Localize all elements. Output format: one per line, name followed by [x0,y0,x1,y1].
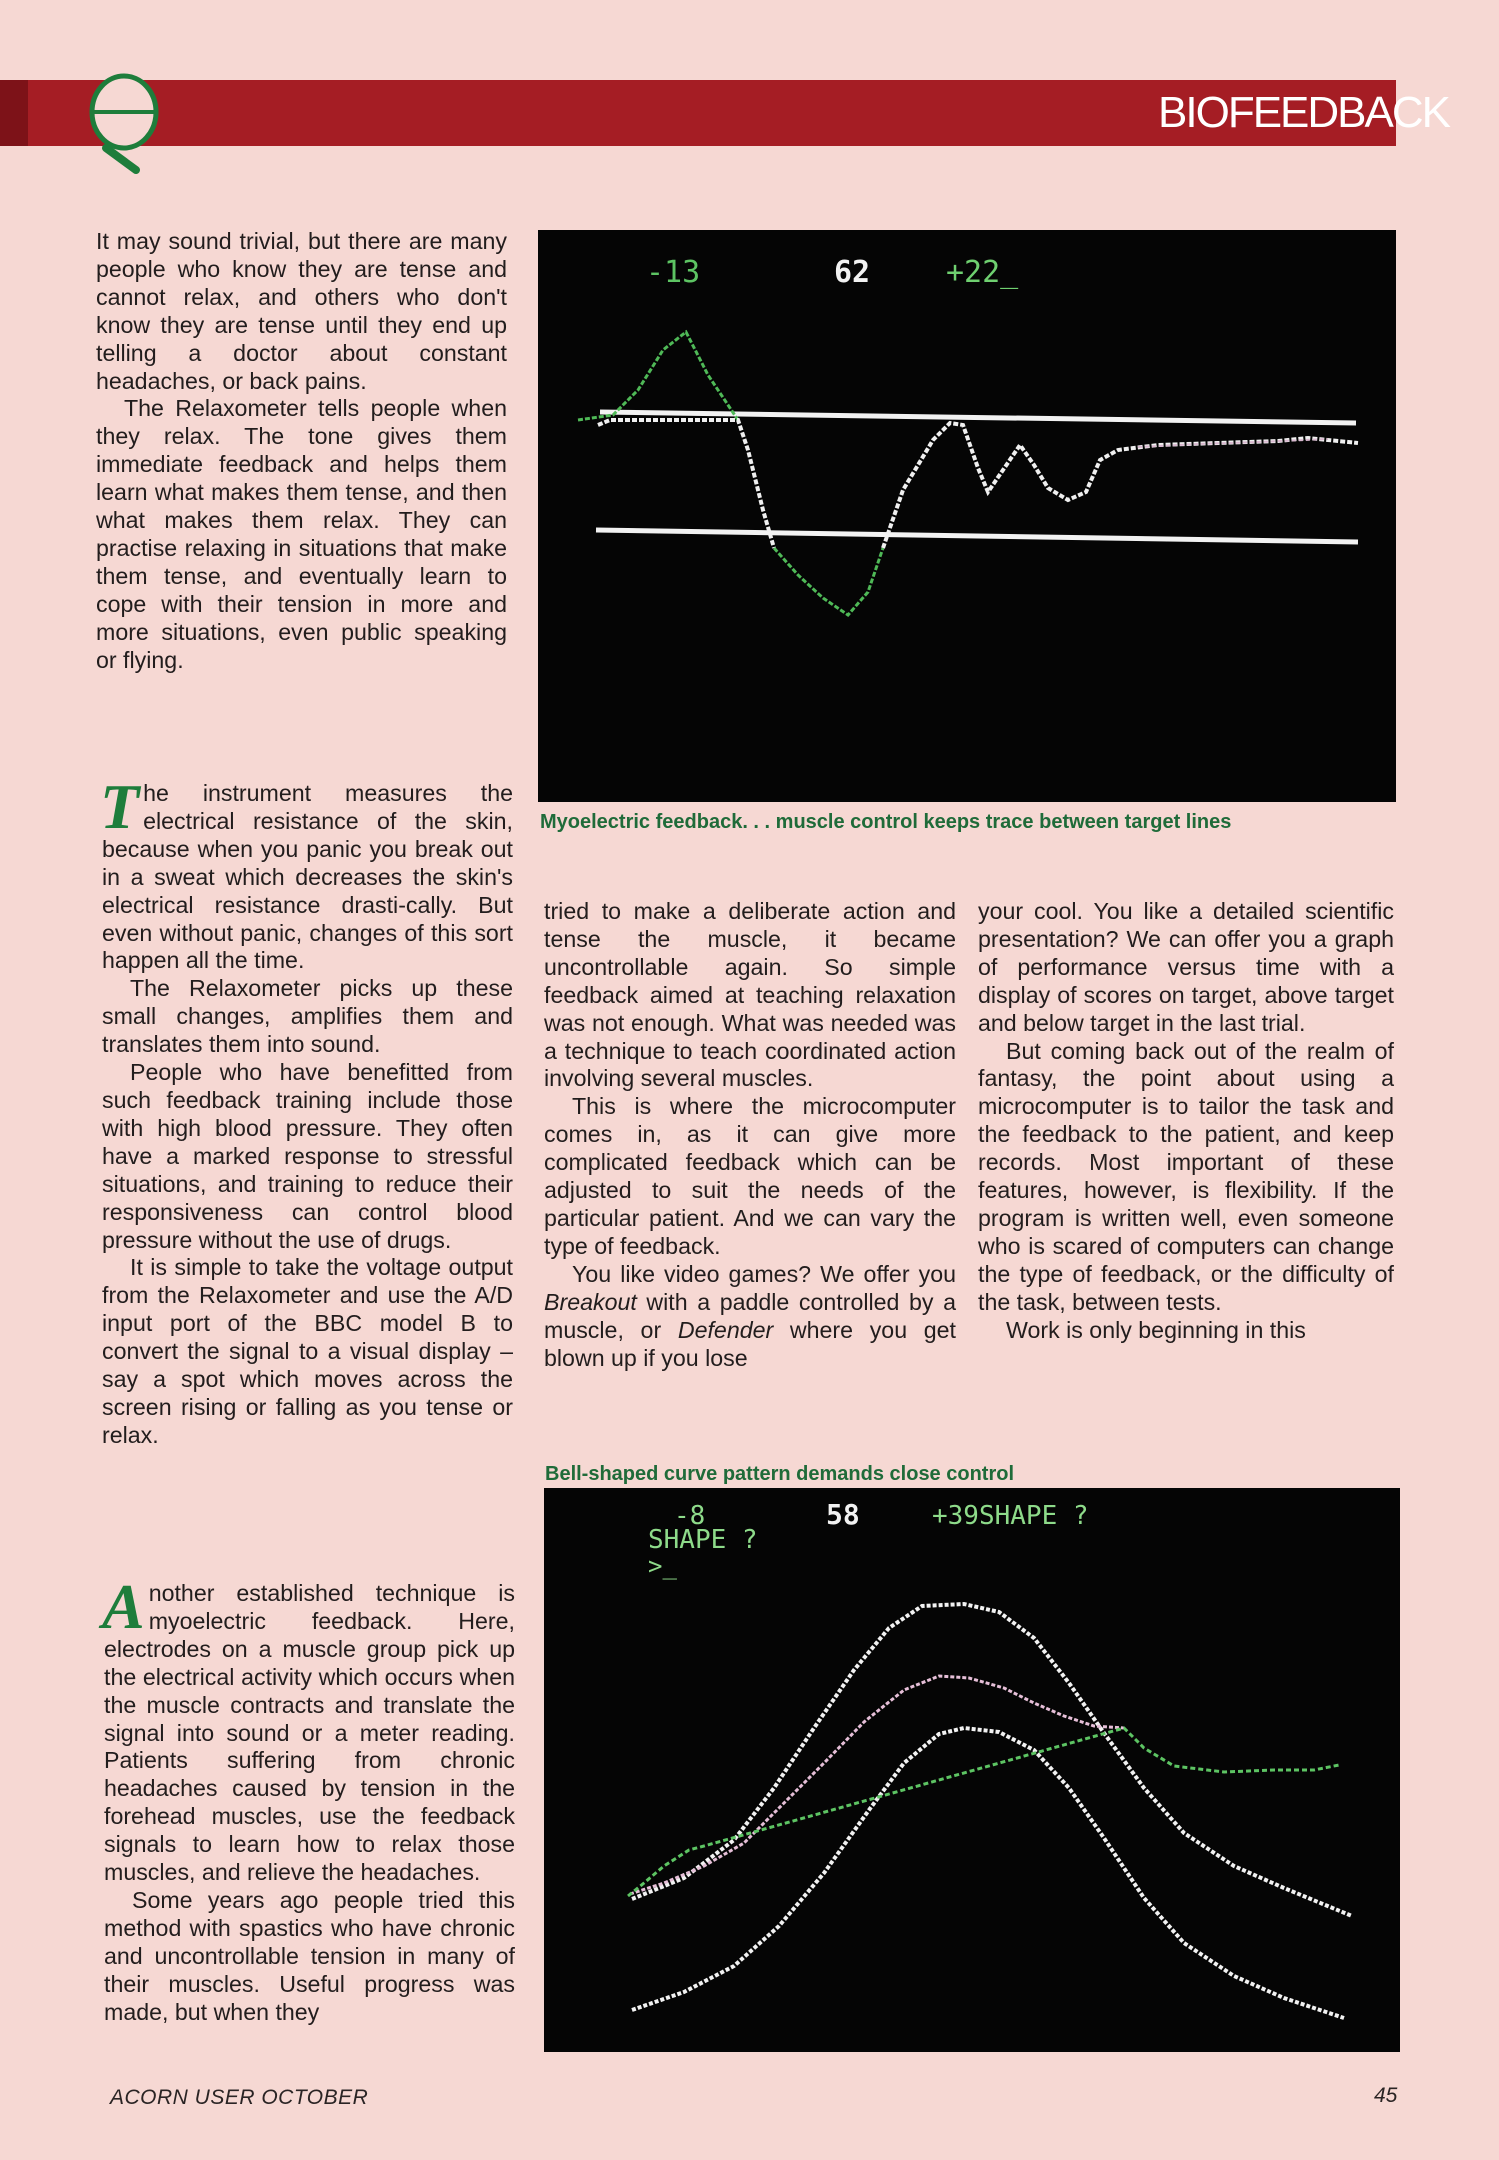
shape-score-on-target: 58 [826,1498,860,1531]
game-title-breakout: Breakout [544,1288,637,1315]
paragraph: People who have benefitted from such feedback training include those with high blood pressure. They often have a marked response to stressful situations, and training to reduce their responsiveness can control blood pressure without the use of drugs. [102,1059,513,1253]
left-column-block-2 [100,771,513,1450]
paragraph [544,1261,956,1373]
drop-cap: A [102,1571,145,1642]
figure-2-caption: Bell-shaped curve pattern demands close control [545,1463,1015,1485]
left-column-block-1 [96,228,507,675]
paragraph: Work is only beginning in this [1006,1316,1306,1343]
middle-column [544,898,956,1372]
figure-2-screen [544,1488,1400,2052]
right-column [978,898,1394,1345]
section-title: BIOFEEDBACK [1158,88,1449,137]
score-below: -13 [646,255,701,290]
paragraph: It may sound trivial, but there are many people who know they are tense and cannot relax, and others who don't know they are tense until they end up telling a doctor about constant headaches, or back pains. [96,228,507,394]
page-number: 45 [1374,2084,1398,2107]
shape-prompt: SHAPE ? [648,1525,758,1555]
myoelectric-trace-plot [538,230,1396,802]
bell-curve-upper [632,1604,1352,1916]
bell-curve-lower [632,1728,1344,2018]
paragraph: The Relaxometer picks up these small changes, amplifies them and translates them into sound. [102,975,513,1058]
score-on-target: 62 [834,255,871,290]
paragraph: It is simple to take the voltage output from the Relaxometer and use the A/D input port of the BBC model B to convert the signal to a visual display – say a spot which moves across the screen rising or falling as you tense or relax. [102,1254,513,1448]
trace-upper-excursion [578,332,738,420]
left-column-block-3 [102,1571,515,2027]
paragraph: your cool. You like a detailed scientific presentation? We can offer you a graph of performance versus time with a display of scores on target, above target and below target in the last trial. [978,898,1394,1036]
paragraph: The Relaxometer tells people when they relax. The tone gives them immediate feedback and helps them learn what makes them tense, and then what makes them relax. They can practise relaxing in situations that make them tense, and eventually learn to cope with their tension in more and more situations, even public speaking or flying. [96,395,507,673]
header-band-edge [0,80,28,146]
figure-1-caption: Myoelectric feedback. . . muscle control keeps trace between target lines [540,811,1232,833]
target-line-lower [596,530,1358,542]
input-prompt: >_ [648,1552,677,1580]
paragraph: tried to make a deliberate action and tense the muscle, it became uncontrollable again. So simple feedback aimed at teaching relaxation was not enough. What was needed was a technique to teach coordinated action involving several muscles. [544,898,956,1092]
game-title-defender: Defender [677,1316,774,1343]
drop-cap: T [100,771,140,842]
paragraph: Some years ago people tried this method with spastics who have chronic and uncontrollable tension in many of their muscles. Useful progress was made, but when they [104,1886,515,2025]
paragraph: This is where the microcomputer comes in, as it can give more complicated feedback which can be adjusted to suit the needs of the particular patient. And we can vary the type of feedback. [544,1093,956,1259]
figure-1-screen [538,230,1396,802]
performance-trace-pink [630,1676,1124,1894]
paragraph: But coming back out of the realm of fantasy, the point about using a microcomputer is to tailor the task and the feedback to the patient, and keep records. Most important of these features, however, is flexibility. If the program is written well, even someone who is scared of computers can change the type of feedback, or the difficulty of the task, between tests. [978,1037,1394,1315]
bell-curve-plot [544,1488,1400,2052]
paragraph [100,771,513,975]
text-run: where you get blown up if you lose [544,1316,957,1371]
paragraph-text: nother established technique is myoelectric feedback. Here, electrodes on a muscle group pick up the electrical activity which occurs when the muscle contracts and translate the signal into sound or a meter reading. Patients suffering from chronic headaches caused by tension in the forehead muscles, use the feedback signals to learn how to relax those muscles, and relieve the headaches. [104,1580,515,1886]
shape-score-above: +39SHAPE ? [932,1501,1089,1531]
paragraph-text: he instrument measures the electrical resistance of the skin, because when you panic you break out in a sweat which decreases the skin's electrical resistance drasti-cally. But even without panic, changes of this sort happen all the time. [102,780,513,974]
footer-magazine-name: ACORN USER OCTOBER [110,2086,369,2109]
trace-lower-excursion [774,548,883,615]
text-run: You like video games? We offer you [572,1260,956,1287]
acorn-icon [86,66,166,176]
text-run: with a paddle controlled by a muscle, or [544,1288,956,1343]
score-above: +22_ [946,255,1019,290]
shape-score-below: -8 [674,1501,706,1531]
paragraph [102,1571,515,1887]
performance-trace-green [628,1728,1339,1896]
